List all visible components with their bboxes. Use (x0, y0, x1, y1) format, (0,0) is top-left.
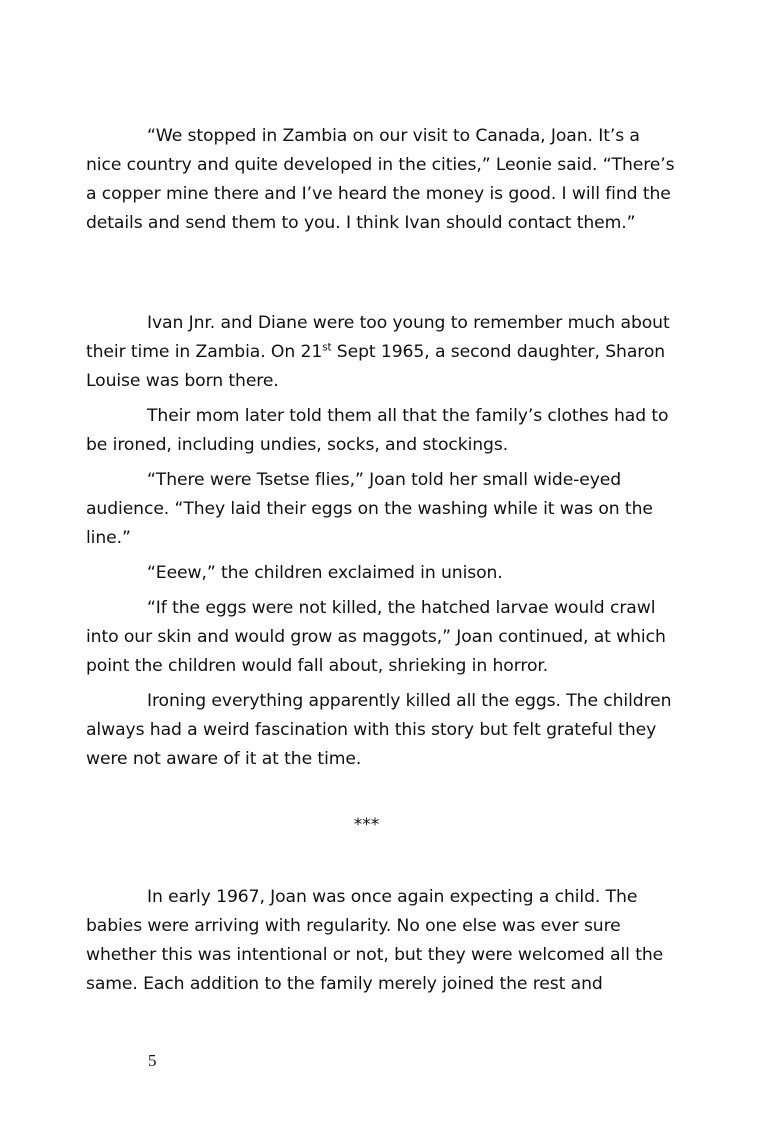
paragraph-early-1967: In early 1967, Joan was once again expecting a child. The babies were arriving with regularity. No one else was ever sure whether this was intentional or not, but they were welcomed all the same. Each addition to the family merely joined the rest and (86, 887, 664, 994)
paragraph-larvae: “If the eggs were not killed, the hatched larvae would crawl into our skin and would grow as maggots,” Joan continued, at which point the children would fall about, shrieking in horror. (86, 598, 666, 676)
paragraph-eeew: “Eeew,” the children exclaimed in unison. (147, 563, 503, 583)
paragraph-zambia-birth-end: Sept 1965, a second daughter, Sharon Louise was born there. (86, 342, 666, 391)
text-block-zambia (86, 309, 676, 774)
text-block-bottom (86, 883, 676, 999)
section-separator: *** (353, 815, 380, 835)
paragraph-tsetse-flies: “There were Tsetse flies,” Joan told her small wide-eyed audience. “They laid their eggs on the washing while it was on the line.” (86, 470, 653, 548)
paragraph-fascination: Ironing everything apparently killed all the eggs. The children always had a weird fascination with this story but felt grateful they were not aware of it at the time. (86, 691, 672, 769)
ordinal-suffix: st (322, 341, 332, 354)
page-number: 5 (148, 1051, 157, 1070)
paragraph-ironing: Their mom later told them all that the family’s clothes had to be ironed, including undies, socks, and stockings. (86, 406, 669, 455)
paragraph-leonie-quote: “We stopped in Zambia on our visit to Canada, Joan. It’s a nice country and quite developed in the cities,” Leonie said. “There’s a copper mine there and I’ve heard the money is good. I will find the details and send them to you. I think Ivan should contact them.” (86, 126, 675, 233)
text-block-top (86, 122, 676, 238)
paragraph-zambia-birth-start: Ivan Jnr. and Diane were too young to remember much about their time in Zambia. On 21 (86, 313, 670, 362)
paragraph-zambia-birth (86, 309, 676, 396)
